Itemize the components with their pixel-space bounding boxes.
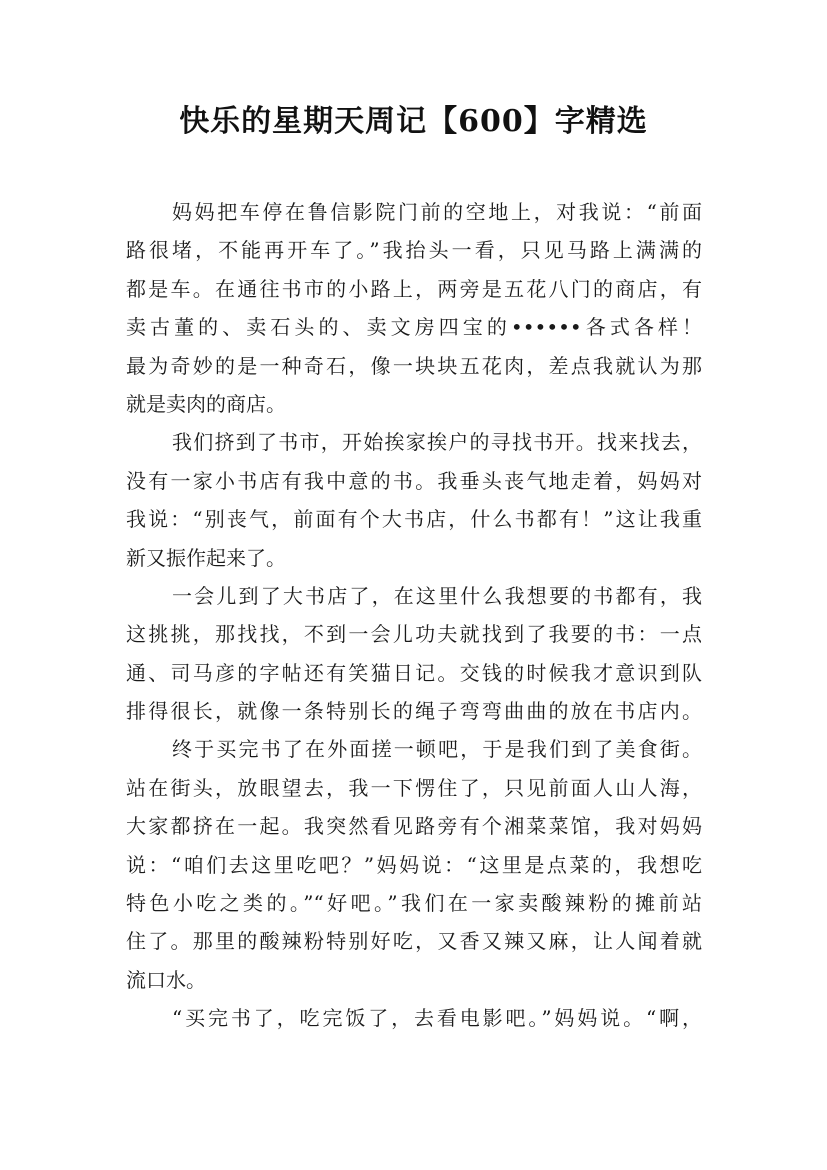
text-line: 终于买完书了在外面搓一顿吧，于是我们到了美食街。 [172,737,702,762]
text-line: 我说：“别丧气，前面有个大书店，什么书都有！”这让我重 [126,507,702,532]
text-line: 流口水。 [126,967,206,992]
text-line: 没有一家小书店有我中意的书。我垂头丧气地走着，妈妈对 [126,468,702,493]
text-line: 站在街头，放眼望去，我一下愣住了，只见前面人山人海， [126,775,702,800]
text-line: 我们挤到了书市，开始挨家挨户的寻找书开。找来找去， [172,430,702,455]
document-body [126,193,702,1038]
text-line: 就是卖肉的商店。 [126,391,286,416]
text-line: 妈妈把车停在鲁信影院门前的空地上，对我说：“前面 [172,200,702,224]
text-line: “买完书了，吃完饭了，去看电影吧。”妈妈说。“啊， [172,1006,702,1031]
text-line: 最为奇妙的是一种奇石，像一块块五花肉，差点我就认为那 [126,353,702,378]
text-line: 路很堵，不能再开车了。”我抬头一看，只见马路上满满的 [126,238,702,263]
text-line: 通、司马彦的字帖还有笑猫日记。交钱的时候我才意识到队 [126,660,702,685]
text-line: 新又振作起来了。 [126,545,286,570]
text-line: 大家都挤在一起。我突然看见路旁有个湘菜菜馆，我对妈妈 [126,814,702,839]
document-title: 快乐的星期天周记【600】字精选 [179,104,648,139]
text-line: 说：“咱们去这里吃吧？”妈妈说：“这里是点菜的，我想吃 [126,852,702,877]
text-line: 这挑挑，那找找，不到一会儿功夫就找到了我要的书：一点 [126,622,702,647]
text-line: 排得很长，就像一条特别长的绳子弯弯曲曲的放在书店内。 [126,699,702,724]
text-line: 特色小吃之类的。”“好吧。”我们在一家卖酸辣粉的摊前站 [126,891,702,916]
text-line: 一会儿到了大书店了，在这里什么我想要的书都有，我 [172,583,702,608]
text-line: 住了。那里的酸辣粉特别好吃，又香又辣又麻，让人闻着就 [126,929,702,954]
text-line: 都是车。在通往书市的小路上，两旁是五花八门的商店，有 [126,276,702,301]
text-line: 卖古董的、卖石头的、卖文房四宝的••••••各式各样！ [126,315,702,340]
